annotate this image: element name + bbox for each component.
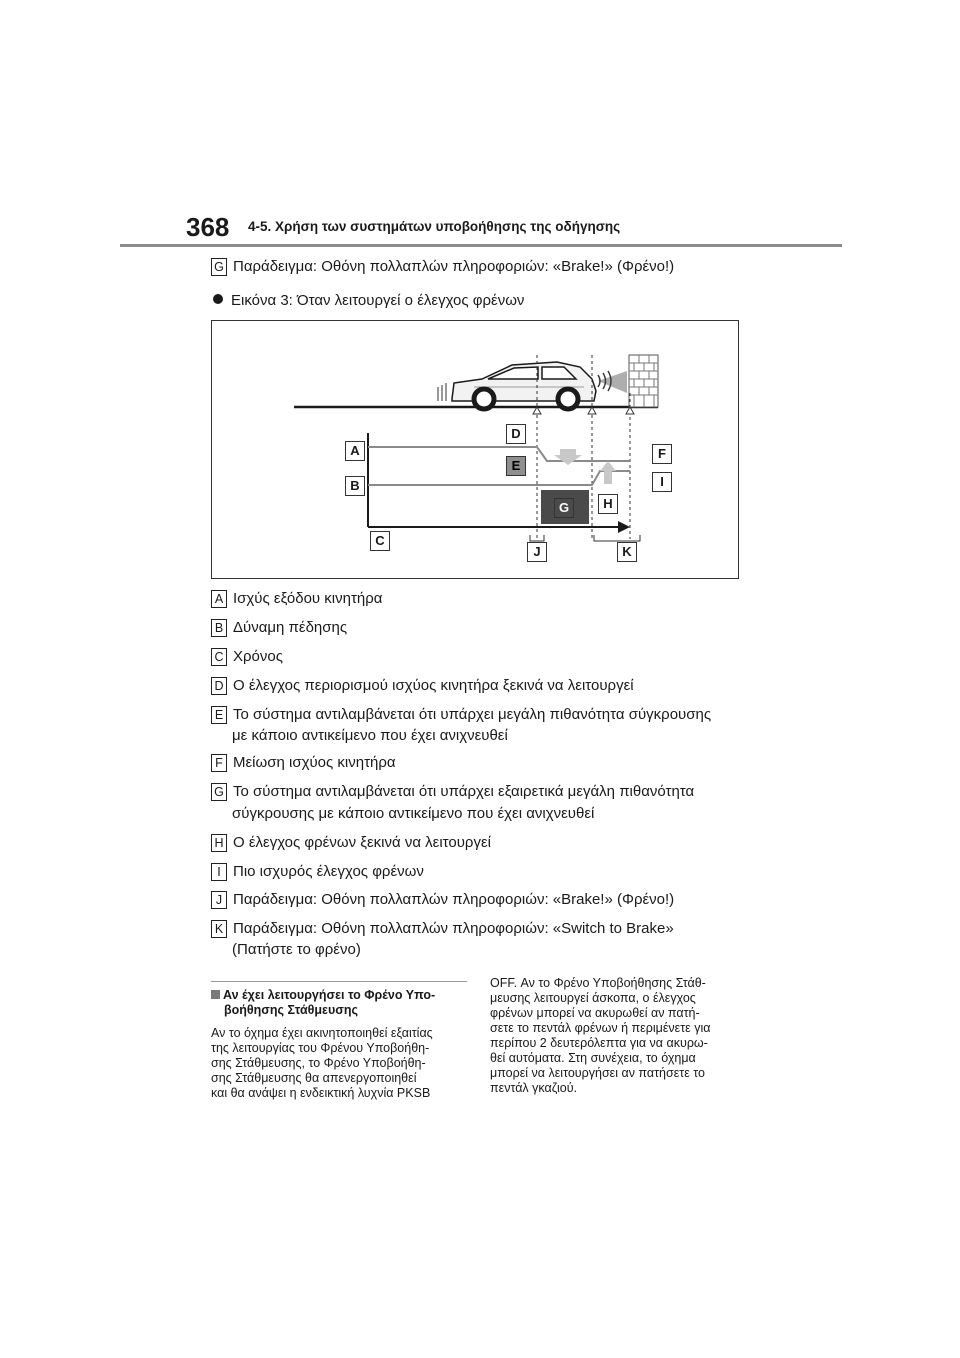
legend-item (211, 782, 694, 802)
legend-text-cont: με κάποιο αντικείμενο που έχει ανιχνευθεί (232, 727, 508, 744)
legend-text: Μείωση ισχύος κινητήρα (233, 754, 396, 771)
fig-label-c: C (370, 531, 390, 551)
braking-force-line (368, 471, 630, 485)
legend-item (211, 919, 674, 939)
legend-tag: F (211, 754, 227, 772)
legend-text: Πιο ισχυρός έλεγχος φρένων (233, 863, 424, 880)
figure-caption-text: Εικόνα 3: Όταν λειτουργεί ο έλεγχος φρένων (231, 292, 525, 309)
legend-tag: D (211, 677, 227, 695)
text-line: σης Στάθμευσης, το Φρένο Υποβοήθη- (211, 1056, 426, 1070)
legend-tag: J (211, 891, 227, 909)
fig-label-e: E (506, 456, 526, 476)
legend-tag: I (211, 863, 227, 881)
legend-tag: H (211, 834, 227, 852)
tag-g: G (211, 258, 227, 276)
legend-item (211, 618, 347, 638)
subsection-heading-line: βοήθησης Στάθμευσης (224, 1003, 358, 1017)
brake-control-figure (211, 320, 739, 579)
legend-item (211, 833, 491, 853)
top-example-line (211, 257, 674, 277)
subsection-heading (211, 988, 473, 1018)
fig-label-i: I (652, 472, 672, 492)
legend-item (211, 589, 382, 609)
text-line: Αν το όχημα έχει ακινητοποιηθεί εξαιτίας (211, 1026, 433, 1040)
fig-label-d: D (506, 424, 526, 444)
subsection-left-column (211, 1026, 433, 1101)
legend-text: Χρόνος (233, 648, 283, 665)
engine-reduction-arrow (554, 449, 582, 465)
legend-tag: A (211, 590, 227, 608)
fig-label-f: F (652, 444, 672, 464)
legend-text: Ισχύς εξόδου κινητήρα (233, 590, 383, 607)
page-number: 368 (186, 212, 230, 242)
legend-text: Το σύστημα αντιλαμβάνεται ότι υπάρχει εξαιρετικά μεγάλη πιθανότητα (233, 783, 695, 800)
fig-label-k: K (617, 542, 637, 562)
text-line: μπορεί να λειτουργήσει αν πατήσετε το (490, 1066, 705, 1080)
section-title: 4-5. Χρήση των συστημάτων υποβοήθησης της οδήγησης (248, 219, 621, 234)
legend-text: Ο έλεγχος φρένων ξεκινά να λειτουργεί (233, 834, 491, 851)
legend-item (211, 862, 424, 882)
legend-item (211, 753, 396, 773)
bullet-icon (213, 294, 223, 304)
text-line: θεί αυτόματα. Στη συνέχεια, το όχημα (490, 1051, 696, 1065)
legend-tag: B (211, 619, 227, 637)
engine-output-line (368, 447, 630, 461)
legend-text: Δύναμη πέδησης (233, 619, 348, 636)
stronger-braking-arrow (600, 461, 616, 484)
text-line: της λειτουργίας του Φρένου Υποβοήθη- (211, 1041, 430, 1055)
subsection-heading-line: Αν έχει λειτουργήσει το Φρένο Υπο- (223, 988, 436, 1002)
fig-label-h: H (598, 494, 618, 514)
legend-item (211, 890, 674, 910)
text-line: φρένων μπορεί να ακυρωθεί αν πατή- (490, 1006, 700, 1020)
text-line: μευσης λειτουργεί άσκοπα, ο έλεγχος (490, 991, 696, 1005)
legend-item (211, 647, 283, 667)
legend-item (211, 676, 634, 696)
fig-label-b: B (345, 476, 365, 496)
legend-item (211, 705, 711, 725)
legend-text: Παράδειγμα: Οθόνη πολλαπλών πληροφοριών: «Brake!» (Φρένο!) (233, 891, 675, 908)
heading-square-icon (211, 990, 220, 999)
legend-text: Ο έλεγχος περιορισμού ισχύος κινητήρα ξεκινά να λειτουργεί (233, 677, 634, 694)
text-line: σετε το πεντάλ φρένων ή περιμένετε για (490, 1021, 711, 1035)
text-line: περίπου 2 δευτερόλεπτα για να ακυρω- (490, 1036, 708, 1050)
subsection-right-column (490, 976, 710, 1096)
legend-text-cont: (Πατήστε το φρένο) (232, 941, 361, 958)
time-axis-arrow (618, 521, 630, 533)
subsection-rule (211, 981, 467, 982)
brick-wall (629, 355, 658, 407)
figure-caption (213, 291, 524, 311)
header-rule (120, 244, 842, 247)
motion-lines (438, 383, 446, 401)
top-example-text: Παράδειγμα: Οθόνη πολλαπλών πληροφοριών: «Brake!» (Φρένο!) (233, 258, 675, 275)
fig-label-j: J (527, 542, 547, 562)
sensor-beam (598, 371, 627, 393)
legend-text-cont: σύγκρουσης με κάποιο αντικείμενο που έχει ανιχνευθεί (232, 805, 595, 822)
fig-label-g: G (554, 498, 574, 518)
legend-tag: G (211, 783, 227, 801)
text-line: και θα ανάψει η ενδεικτική λυχνία PKSB (211, 1086, 431, 1100)
legend-tag: E (211, 706, 227, 724)
legend-text: Παράδειγμα: Οθόνη πολλαπλών πληροφοριών: «Switch to Brake» (233, 920, 674, 937)
fig-label-a: A (345, 441, 365, 461)
bracket-k (594, 535, 640, 541)
text-line: σης Στάθμευσης θα απενεργοποιηθεί (211, 1071, 417, 1085)
legend-tag: C (211, 648, 227, 666)
legend-tag: K (211, 920, 227, 938)
text-line: OFF. Αν το Φρένο Υποβοήθησης Στάθ- (490, 976, 706, 990)
text-line: πεντάλ γκαζιού. (490, 1081, 578, 1095)
legend-text: Το σύστημα αντιλαμβάνεται ότι υπάρχει μεγάλη πιθανότητα σύγκρουσης (233, 706, 712, 723)
